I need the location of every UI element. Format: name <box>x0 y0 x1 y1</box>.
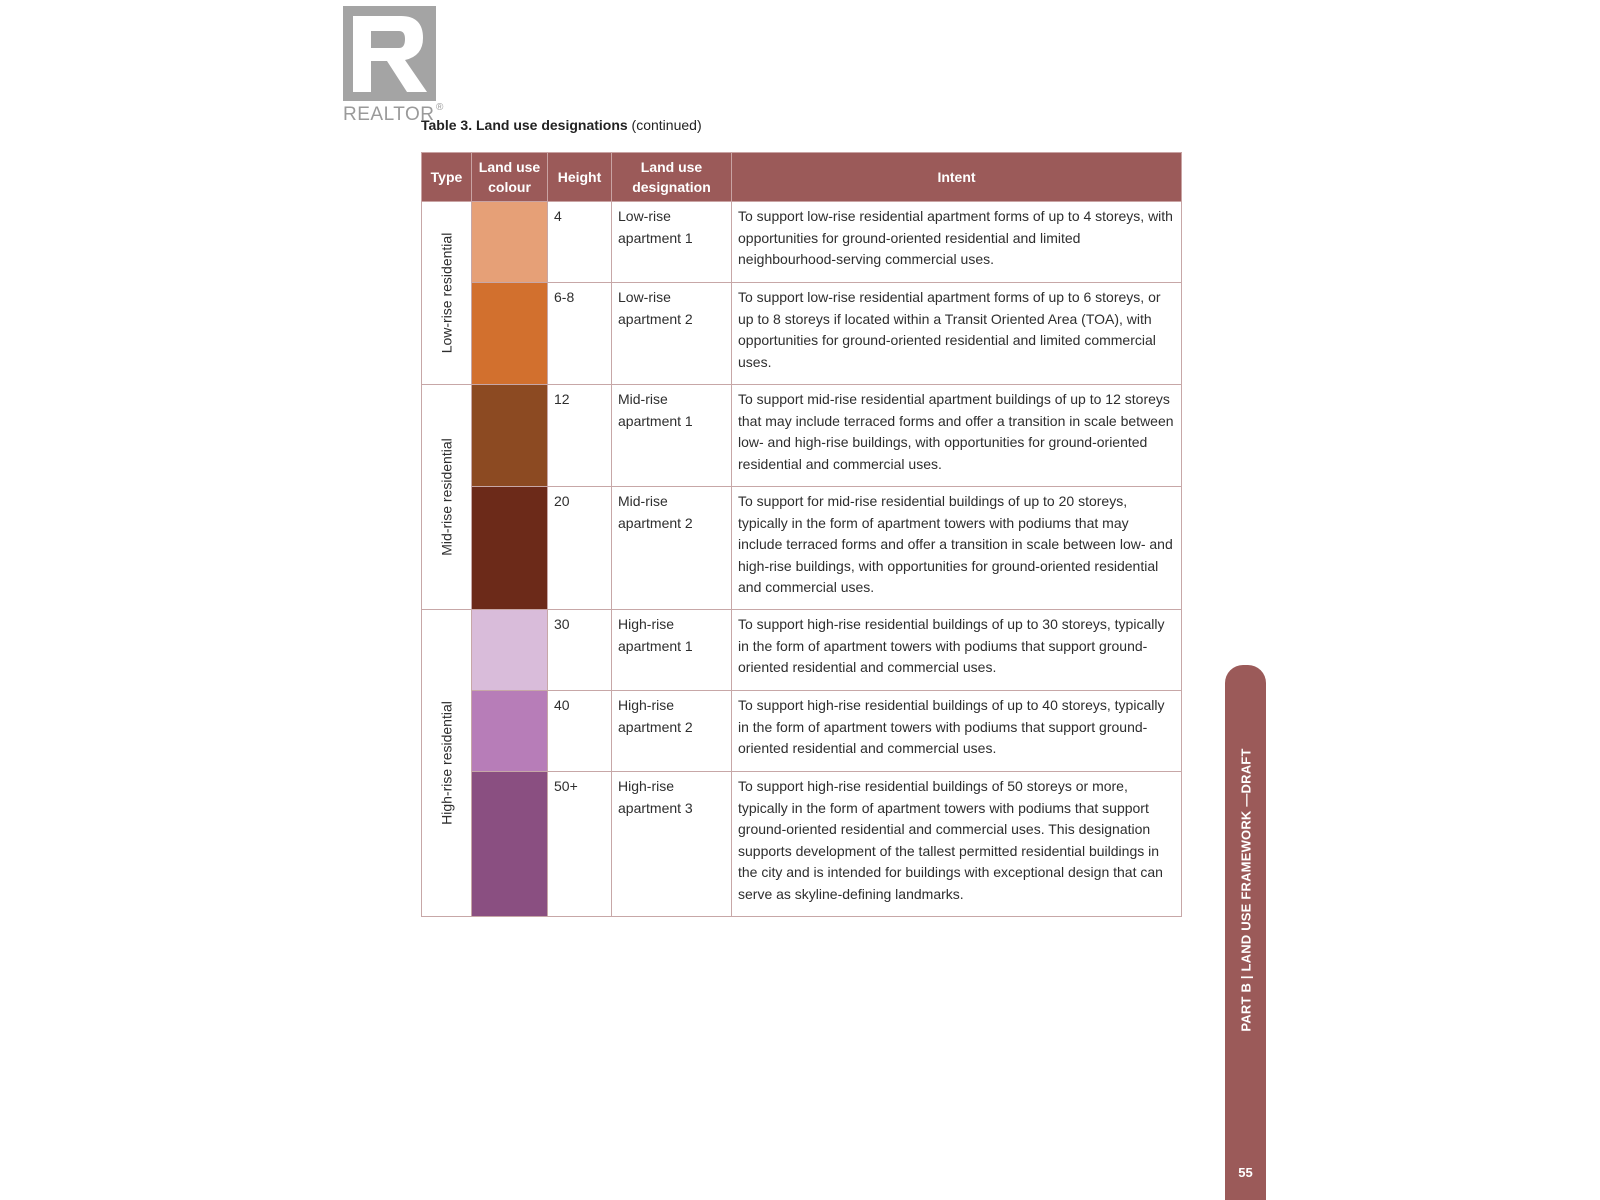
type-cell-low-rise <box>422 202 472 385</box>
header-designation <box>612 153 732 202</box>
logo-wordmark: REALTOR <box>343 104 435 125</box>
table-row <box>422 610 1182 691</box>
caption-suffix: (continued) <box>627 117 702 133</box>
section-side-tab <box>1225 665 1266 1200</box>
type-label: Mid-rise residential <box>437 438 454 556</box>
height-cell: 40 <box>548 691 612 772</box>
colour-swatch <box>472 772 548 917</box>
header-colour <box>472 153 548 202</box>
colour-swatch <box>472 283 548 385</box>
height-cell: 12 <box>548 385 612 487</box>
table-row <box>422 385 1182 487</box>
header-designation-line1: Land use <box>640 159 703 175</box>
header-intent: Intent <box>732 153 1182 202</box>
header-colour-line2: colour <box>488 179 531 195</box>
designation-cell: Low-rise apartment 1 <box>612 202 732 283</box>
intent-cell: To support for mid-rise residential buildings of up to 20 storeys, typically in the form of apartment towers with podiums that may include terraced forms and offer a transition in scale between low- and high-rise buildings, with opportunities for ground-oriented residential and commercial uses. <box>732 487 1182 610</box>
land-use-table <box>421 152 1182 917</box>
height-cell: 4 <box>548 202 612 283</box>
logo-registered-mark: ® <box>436 102 444 113</box>
table-row <box>422 691 1182 772</box>
section-label: PART B | LAND USE FRAMEWORK —DRAFT <box>1238 748 1253 1032</box>
type-cell-high-rise <box>422 610 472 917</box>
designation-cell: High-rise apartment 2 <box>612 691 732 772</box>
type-label: High-rise residential <box>437 701 454 825</box>
height-cell: 20 <box>548 487 612 610</box>
table-row <box>422 202 1182 283</box>
height-cell: 30 <box>548 610 612 691</box>
colour-swatch <box>472 691 548 772</box>
designation-cell: Mid-rise apartment 2 <box>612 487 732 610</box>
colour-swatch <box>472 610 548 691</box>
realtor-logo <box>343 6 455 124</box>
intent-cell: To support high-rise residential buildings of 50 storeys or more, typically in the form of apartment towers with podiums that support ground-oriented residential and commercial uses. This designation supports development of the tallest permitted residential buildings in the city and is intended for buildings with exceptional design that can serve as skyline-defining landmarks. <box>732 772 1182 917</box>
designation-cell: High-rise apartment 1 <box>612 610 732 691</box>
designation-cell: Mid-rise apartment 1 <box>612 385 732 487</box>
header-type: Type <box>422 153 472 202</box>
intent-cell: To support high-rise residential buildings of up to 30 storeys, typically in the form of apartment towers with podiums that support ground-oriented residential and commercial uses. <box>732 610 1182 691</box>
page-number: 55 <box>1238 1165 1253 1180</box>
caption-title: Table 3. Land use designations <box>421 117 628 133</box>
height-cell: 6-8 <box>548 283 612 385</box>
header-designation-line2: designation <box>632 179 711 195</box>
table-row <box>422 487 1182 610</box>
type-label: Low-rise residential <box>437 232 454 354</box>
intent-cell: To support low-rise residential apartment forms of up to 4 storeys, with opportunities for ground-oriented residential and limited neighbourhood-serving commercial uses. <box>732 202 1182 283</box>
header-height: Height <box>548 153 612 202</box>
designation-cell: Low-rise apartment 2 <box>612 283 732 385</box>
intent-cell: To support mid-rise residential apartment buildings of up to 12 storeys that may include terraced forms and offer a transition in scale between low- and high-rise buildings, with opportunities for ground-oriented residential and commercial uses. <box>732 385 1182 487</box>
colour-swatch <box>472 202 548 283</box>
intent-cell: To support high-rise residential buildings of up to 40 storeys, typically in the form of apartment towers with podiums that support ground-oriented residential and commercial uses. <box>732 691 1182 772</box>
height-cell: 50+ <box>548 772 612 917</box>
realtor-r-icon <box>343 6 436 101</box>
colour-swatch <box>472 487 548 610</box>
colour-swatch <box>472 385 548 487</box>
type-cell-mid-rise <box>422 385 472 610</box>
intent-cell: To support low-rise residential apartment forms of up to 6 storeys, or up to 8 storeys if located within a Transit Oriented Area (TOA), with opportunities for ground-oriented residential and limited commercial uses. <box>732 283 1182 385</box>
table-caption <box>421 117 702 133</box>
header-colour-line1: Land use <box>478 159 541 175</box>
designation-cell: High-rise apartment 3 <box>612 772 732 917</box>
table-row <box>422 772 1182 917</box>
header-row <box>422 153 1182 202</box>
table-row <box>422 283 1182 385</box>
